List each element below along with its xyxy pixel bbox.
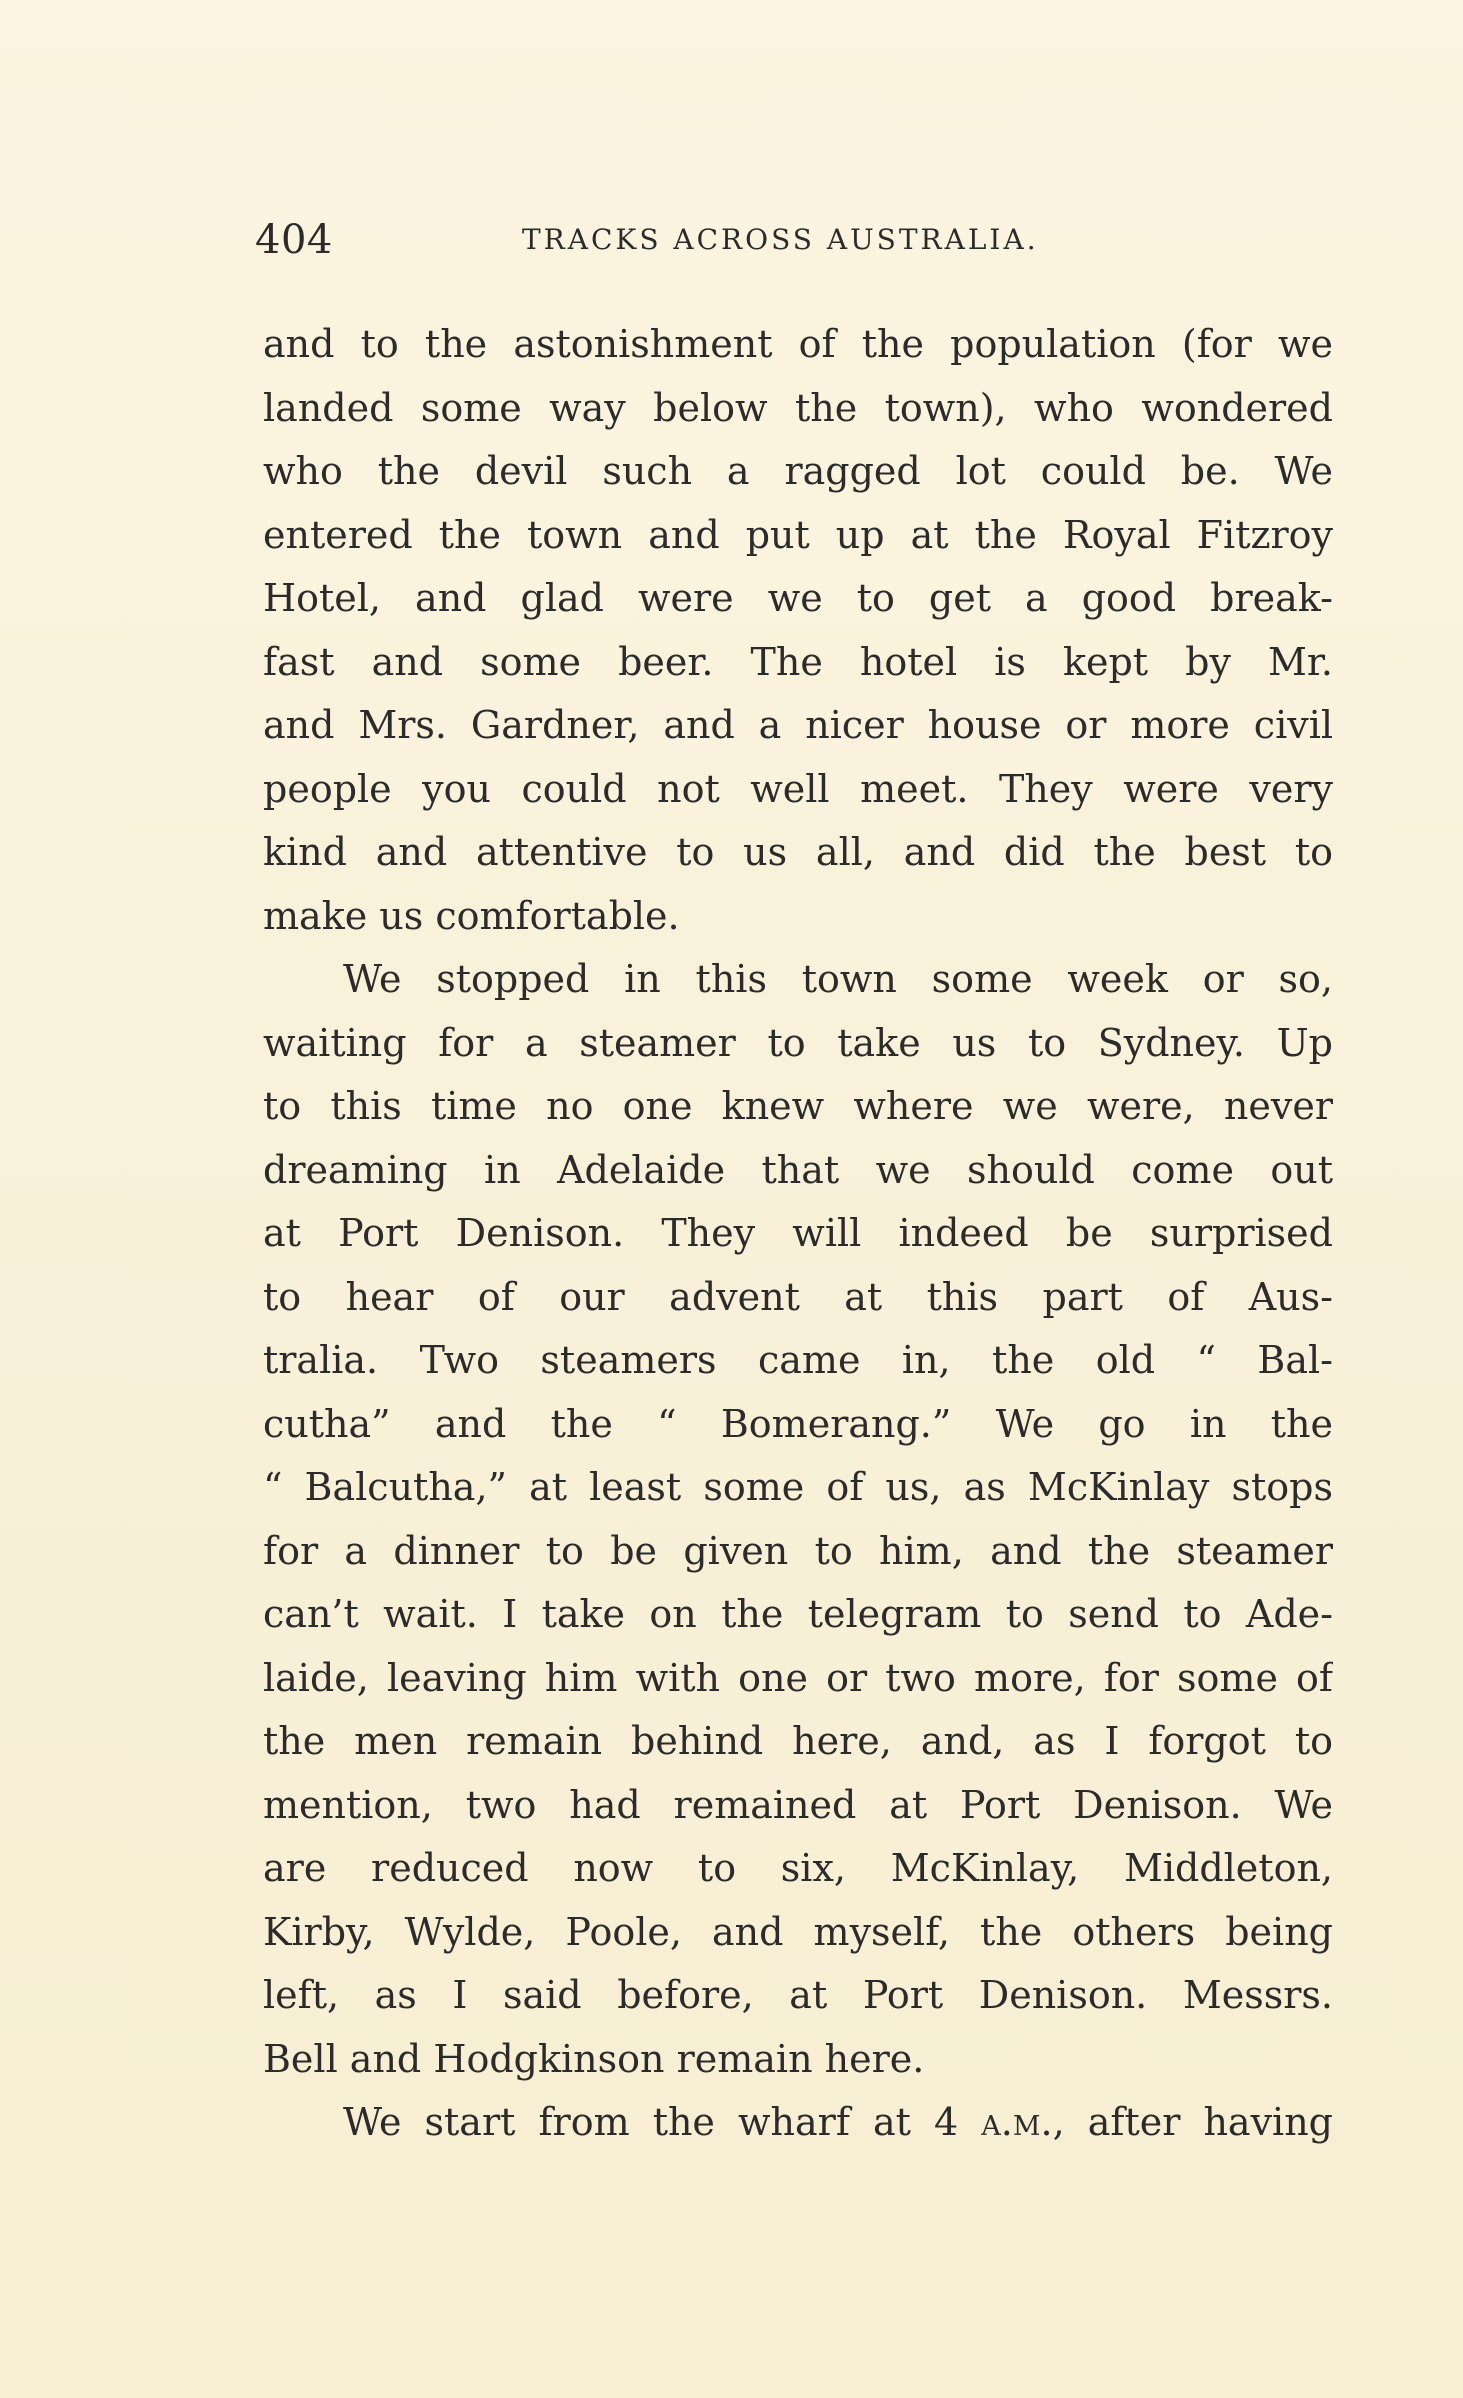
page-number: 404 bbox=[255, 217, 333, 263]
final-line-end: , after having bbox=[1052, 2100, 1333, 2144]
text-line-final bbox=[263, 2091, 1333, 2155]
running-title: TRACKS ACROSS AUSTRALIA. bbox=[522, 223, 1039, 256]
running-head bbox=[255, 214, 1335, 266]
text-line: tralia. Two steamers came in, the old “ Bal- bbox=[263, 1338, 1333, 1382]
text-line: at Port Denison. They will indeed be surprised bbox=[263, 1211, 1333, 1255]
text-line: the men remain behind here, and, as I forgot to bbox=[263, 1719, 1333, 1763]
text-line: entered the town and put up at the Royal Fitzroy bbox=[263, 512, 1333, 557]
final-line-start: We start from the wharf at 4 bbox=[343, 2100, 982, 2144]
text-line: kind and attentive to us all, and did the best to bbox=[263, 830, 1333, 874]
text-line: dreaming in Adelaide that we should come out bbox=[263, 1147, 1333, 1192]
text-line: Bell and Hodgkinson remain here. bbox=[263, 2036, 925, 2081]
text-line: landed some way below the town), who wondered bbox=[263, 385, 1333, 430]
text-line: for a dinner to be given to him, and the steamer bbox=[263, 1528, 1333, 1573]
text-line: can’t wait. I take on the telegram to send to Ade- bbox=[263, 1592, 1333, 1636]
text-line: are reduced now to six, McKinlay, Middleton, bbox=[263, 1846, 1333, 1890]
text-line: Hotel, and glad were we to get a good break- bbox=[263, 576, 1333, 620]
text-line: and to the astonishment of the population (for we bbox=[263, 322, 1333, 366]
text-line: We stopped in this town some week or so, bbox=[343, 957, 1333, 1001]
text-line: cutha” and the “ Bomerang.” We go in the bbox=[263, 1401, 1333, 1446]
body-text bbox=[263, 313, 1333, 2155]
text-line: “ Balcutha,” at least some of us, as McKinlay stops bbox=[263, 1465, 1333, 1509]
text-line: to this time no one knew where we were, never bbox=[263, 1084, 1333, 1128]
text-line: waiting for a steamer to take us to Sydney. Up bbox=[263, 1020, 1333, 1065]
text-line: to hear of our advent at this part of Aus- bbox=[263, 1274, 1333, 1319]
text-line: who the devil such a ragged lot could be. We bbox=[263, 449, 1333, 493]
time-abbreviation: a.m. bbox=[981, 2100, 1053, 2144]
text-line: and Mrs. Gardner, and a nicer house or more civil bbox=[263, 703, 1333, 747]
text-line: fast and some beer. The hotel is kept by Mr. bbox=[263, 639, 1333, 684]
text-line: make us comfortable. bbox=[263, 893, 680, 938]
text-line: laide, leaving him with one or two more, for some of bbox=[263, 1655, 1333, 1700]
text-line: mention, two had remained at Port Denison. We bbox=[263, 1782, 1333, 1827]
text-line: people you could not well meet. They were very bbox=[263, 766, 1333, 811]
text-line: Kirby, Wylde, Poole, and myself, the others being bbox=[263, 1909, 1333, 1954]
text-line: left, as I said before, at Port Denison. Messrs. bbox=[263, 1973, 1333, 2017]
